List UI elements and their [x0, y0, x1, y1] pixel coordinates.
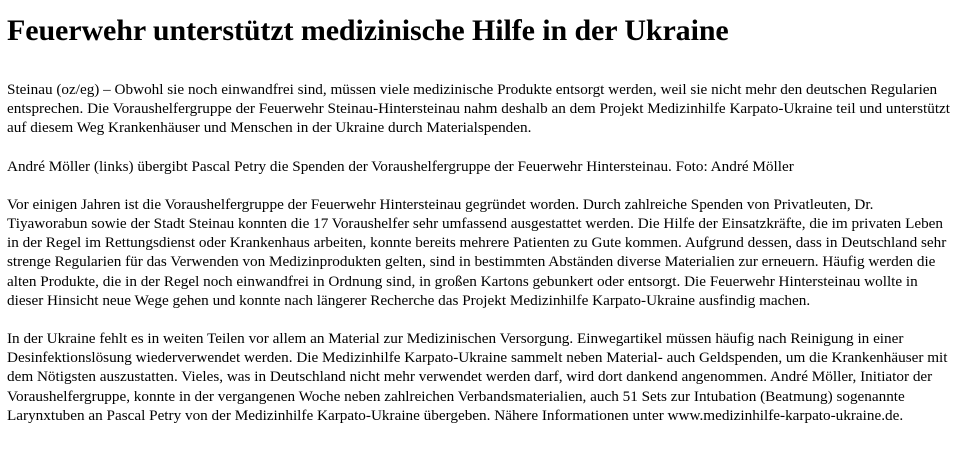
article-lead: Steinau (oz/eg) – Obwohl sie noch einwandfrei sind, müssen viele medizinische Produkte entsorgt werden, weil sie nicht mehr den deutschen Regularien entsprechen. Die Voraushelfergruppe der Feuerwehr Steinau-Hintersteinau nahm deshalb an dem Projekt Medizinhilfe Karpato-Ukraine teil und unterstützt auf diesem Weg Krankenhäuser und Menschen in der Ukraine durch Materialspenden.: [7, 81, 951, 137]
article-headline: Feuerwehr unterstützt medizinische Hilfe in der Ukraine: [7, 14, 729, 47]
photo-caption: André Möller (links) übergibt Pascal Petry die Spenden der Voraushelfergruppe der Feuerwehr Hintersteinau. Foto: André Möller: [7, 157, 794, 175]
article: [0, 13, 963, 425]
article-paragraph-1: Vor einigen Jahren ist die Voraushelfergruppe der Feuerwehr Hintersteinau gegründet worden. Durch zahlreiche Spenden von Privatleuten, Dr. Tiyaworabun sowie der Stadt Steinau konnten die 17 Voraushelfer sehr umfassend ausgestattet werden. Die Hilfe der Einsatzkräfte, die im privaten Leben in der Regel im Rettungsdienst oder Krankenhaus arbeiten, konnte bereits mehrere Patienten zu Gute kommen. Aufgrund dessen, dass in Deutschland sehr strenge Regularien für das Verwenden von Medizinprodukten gelten, sind in bestimmten Abständen diverse Materialien zur erneuern. Häufig werden die alten Produkte, die in der Regel noch einwandfrei in Ordnung sind, in großen Kartons gebunkert oder entsorgt. Die Feuerwehr Hintersteinau wollte in dieser Hinsicht neue Wege gehen und konnte nach längerer Recherche das Projekt Medizinhilfe Karpato-Ukraine ausfindig machen.: [7, 195, 947, 309]
article-paragraph-2: In der Ukraine fehlt es in weiten Teilen vor allem an Material zur Medizinischen Versorgung. Einwegartikel müssen häufig nach Reinigung in einer Desinfektionslösung wiederverwendet werden. Die Medizinhilfe Karpato-Ukraine sammelt neben Material- auch Geldspenden, um die Krankenhäuser mit dem Nötigsten auszustatten. Vieles, was in Deutschland nicht mehr verwendet werden darf, wird dort dankend angenommen. André Möller, Initiator der Voraushelfergruppe, konnte in der vergangenen Woche neben zahlreichen Verbandsmaterialien, auch 51 Sets zur Intubation (Beatmung) sogenannte Larynxtuben an Pascal Petry von der Medizinhilfe Karpato-Ukraine übergeben. Nähere Informationen unter www.medizinhilfe-karpato-ukraine.de.: [7, 330, 948, 424]
